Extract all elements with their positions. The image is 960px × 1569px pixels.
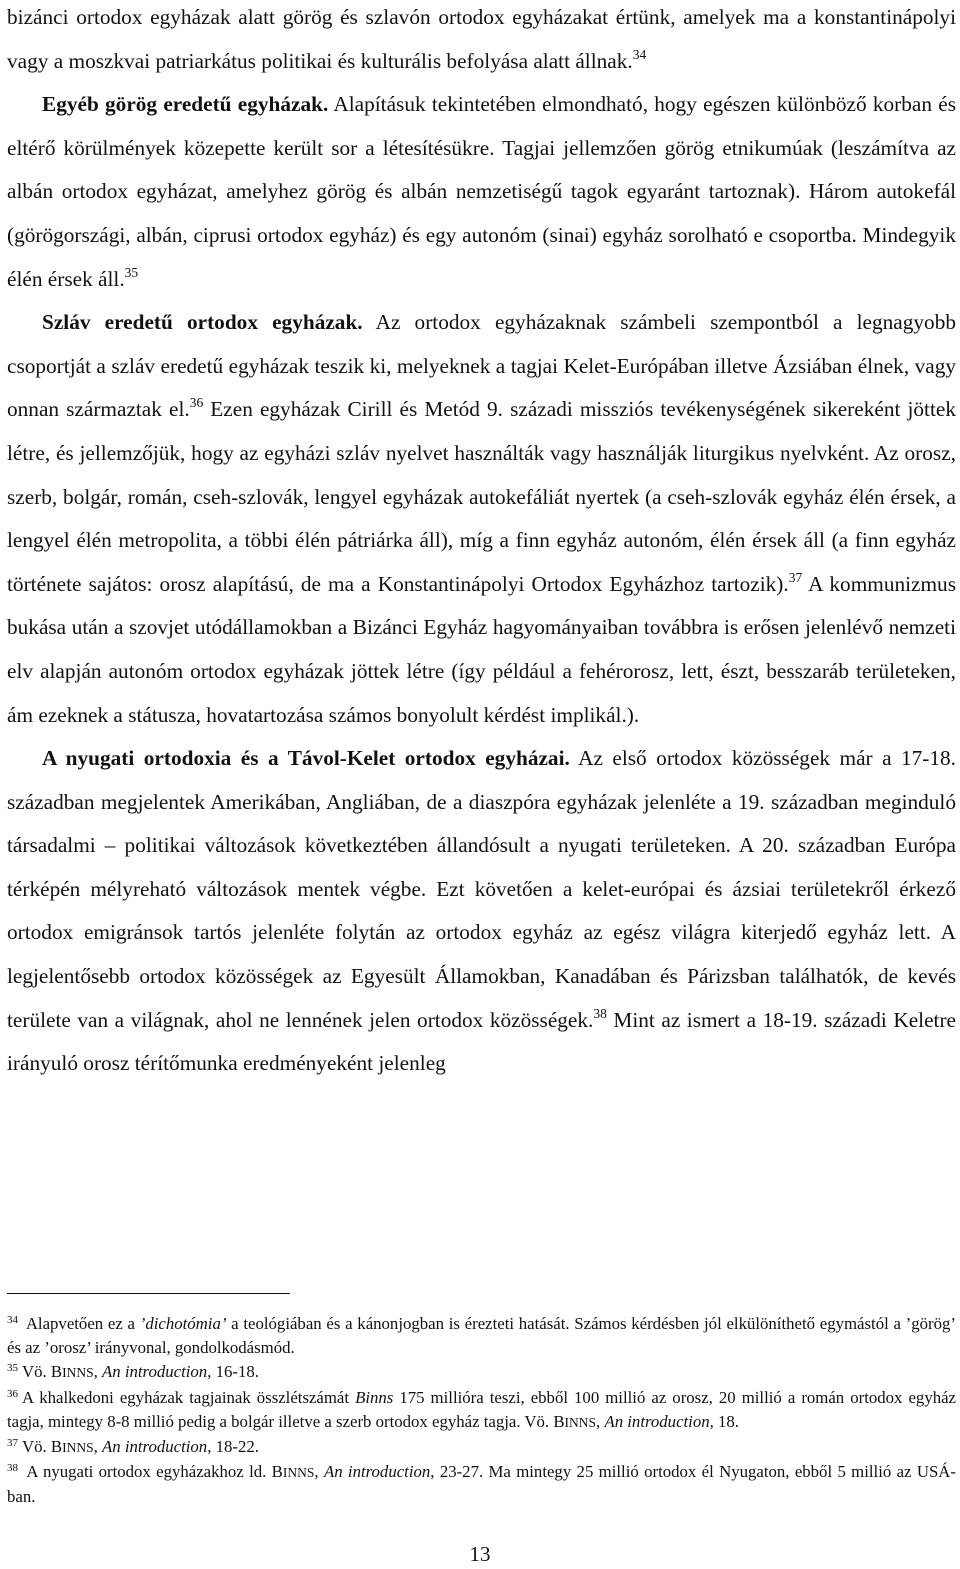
footnote-smallcaps: INNS <box>564 1414 597 1430</box>
footnote-text: 16-18. <box>211 1362 259 1382</box>
footnote-smallcaps: INNS <box>62 1365 94 1381</box>
footnote-ref-37[interactable]: 37 <box>788 569 803 585</box>
paragraph-western-orthodoxy <box>7 737 956 1086</box>
footnote-italic: An introduction <box>102 1437 208 1457</box>
footnote-text: , <box>93 1362 102 1382</box>
page-number: 13 <box>469 1542 491 1566</box>
footnote-italic: An introduction, <box>102 1362 212 1382</box>
section-heading-slavic: Szláv eredetű ortodox egyházak. <box>42 310 363 335</box>
footnote-text: , <box>596 1411 605 1431</box>
footnote-italic: An introduction, <box>604 1411 714 1431</box>
paragraph-text: Az első ortodox közösségek már a 17-18. században megjelentek Amerikában, Angliában, de a diaszpóra egyházak jelenléte a 19. században meginduló társadalmi – politikai változások következtében állandósult a nyugati területeken. A 20. században Európa térképén mélyreható változások mentek végbe. Ezt követően a kelet-európai és ázsiai területekről érkező ortodox emigránsok tartós jelenléte folytán az ortodox egyház az egész világra kiterjedő egyház lett. A legjelentősebb ortodox közösségek az Egyesült Államokban, Kanadában és Párizsban találhatók, de kevés területe van a világnak, ahol ne lennének jelen ortodox közösségek. <box>7 746 956 1032</box>
footnote-text: 18. <box>713 1411 739 1431</box>
footnote-italic: An introduction <box>323 1462 431 1482</box>
paragraph-text: Ezen egyházak Cirill és Metód 9. századi missziós tevékenységének sikereként jöttek létre, és jellemzőjük, hogy az egyházi szláv nyelvet használták vagy használják liturgikus nyelvként. Az orosz, szerb, bolgár, román, cseh-szlovák, lengyel egyházak autokefáliát nyertek (a cseh-szlovák egyház élén érsek, a lengyel élén metropolita, a többi élén pátriárka áll), míg a finn egyház autonóm, élén érsek áll (a finn egyház története sajátos: orosz alapítású, de ma a Konstantinápolyi Ortodox Egyházhoz tartozik). <box>7 397 956 596</box>
paragraph-greek-churches <box>7 83 956 301</box>
page <box>7 0 956 1086</box>
footnote-ref-38[interactable]: 38 <box>593 1005 607 1021</box>
footnote-number: 35 <box>7 1362 18 1375</box>
paragraph-slavic-churches <box>7 301 956 737</box>
footnote-34 <box>7 1312 956 1360</box>
footnote-37 <box>7 1435 956 1460</box>
body-text <box>7 0 956 1086</box>
footnote-35 <box>7 1360 956 1385</box>
footnote-text: A nyugati ortodox egyházakhoz ld. B <box>22 1462 283 1482</box>
paragraph-intro <box>7 0 956 83</box>
section-heading-greek: Egyéb görög eredetű egyházak. <box>42 92 329 117</box>
paragraph-text: Mint az ismert a 18-19. századi Keletre irányuló orosz térítőmunka eredményeként jelenleg <box>7 1007 956 1076</box>
footnote-number: 38 <box>7 1462 18 1475</box>
footnote-smallcaps: INNS <box>282 1465 315 1481</box>
footnote-separator <box>7 1293 290 1294</box>
footnote-text: A khalkedoni egyházak tagjainak összlétszámát <box>22 1387 356 1407</box>
footnote-text: Vö. B <box>22 1437 63 1457</box>
footnote-italic: Binns <box>355 1387 394 1407</box>
footnote-number: 37 <box>7 1437 18 1450</box>
paragraph-text: Alapításuk tekintetében elmondható, hogy egészen különböző korban és eltérő körülmények közepette került sor a létesítésükre. Tagjai jellemzően görög etnikumúak (leszámítva az albán ortodox egyházat, amelyhez görög és albán nemzetiségű tagok egyaránt tartoznak). Három autokefál (görögországi, albán, ciprusi ortodox egyház) és egy autonóm (sinai) egyház sorolható e csoportba. Mindegyik élén érsek áll. <box>7 92 956 291</box>
footnote-text: , <box>93 1437 102 1457</box>
footnote-number: 34 <box>7 1314 18 1326</box>
footnote-text: 175 millióra teszi, ebből 100 millió az orosz, 20 millió a román ortodox egyház tagja, mintegy 8-8 millió pedig a bolgár illetve a szerb ortodox egyház tagja. Vö. B <box>7 1387 956 1431</box>
footnote-number: 36 <box>7 1387 18 1400</box>
section-heading-western: A nyugati ortodoxia és a Távol-Kelet ortodox egyházai. <box>42 746 570 771</box>
footnote-38 <box>7 1460 956 1509</box>
footnote-text: , 18-22. <box>207 1437 259 1457</box>
footnote-italic: ’dichotómia’ <box>139 1314 227 1333</box>
footnote-text: Vö. B <box>22 1362 63 1382</box>
paragraph-text: bizánci ortodox egyházak alatt görög és szlavón ortodox egyházakat értünk, amelyek ma a konstantinápolyi vagy a moszkvai patriarkátus politikai és kulturális befolyása alatt állnak. <box>7 5 956 73</box>
footnote-ref-34[interactable]: 34 <box>632 46 647 62</box>
footnotes <box>7 1304 956 1510</box>
footnote-text: , 23-27. Ma mintegy 25 millió ortodox él Nyugaton, ebből 5 millió az USÁ-ban. <box>7 1462 957 1507</box>
footnote-text: a teológiában és a kánonjogban is érezteti hatását. Számos kérdésben jól elkülöníthető egymástól a ’görög’ és az ’orosz’ irányvonal, gondolkodásmód. <box>7 1314 957 1358</box>
footnote-text: , <box>314 1462 324 1482</box>
paragraph-text: Az ortodox egyházaknak számbeli szempontból a legnagyobb csoportját a szláv eredetű egyházak teszik ki, melyeknek a tagjai Kelet-Európában illetve Ázsiában élnek, vagy onnan származtak el. <box>7 310 956 422</box>
paragraph-text: A kommunizmus bukása után a szovjet utódállamokban a Bizánci Egyház hagyományaiban továbbra is erősen jelenlévő nemzeti elv alapján autonóm ortodox egyházak jöttek létre (így például a fehérorosz, lett, észt, besszaráb területeken, ám ezeknek a státusza, hovatartozása számos bonyolult kérdést implikál.). <box>7 571 956 727</box>
footnote-ref-36[interactable]: 36 <box>189 395 204 411</box>
footnote-text: Alapvetően ez a <box>22 1314 140 1333</box>
footnote-ref-35[interactable]: 35 <box>124 264 139 280</box>
footnote-36 <box>7 1386 956 1435</box>
footnote-smallcaps: INNS <box>62 1440 94 1456</box>
